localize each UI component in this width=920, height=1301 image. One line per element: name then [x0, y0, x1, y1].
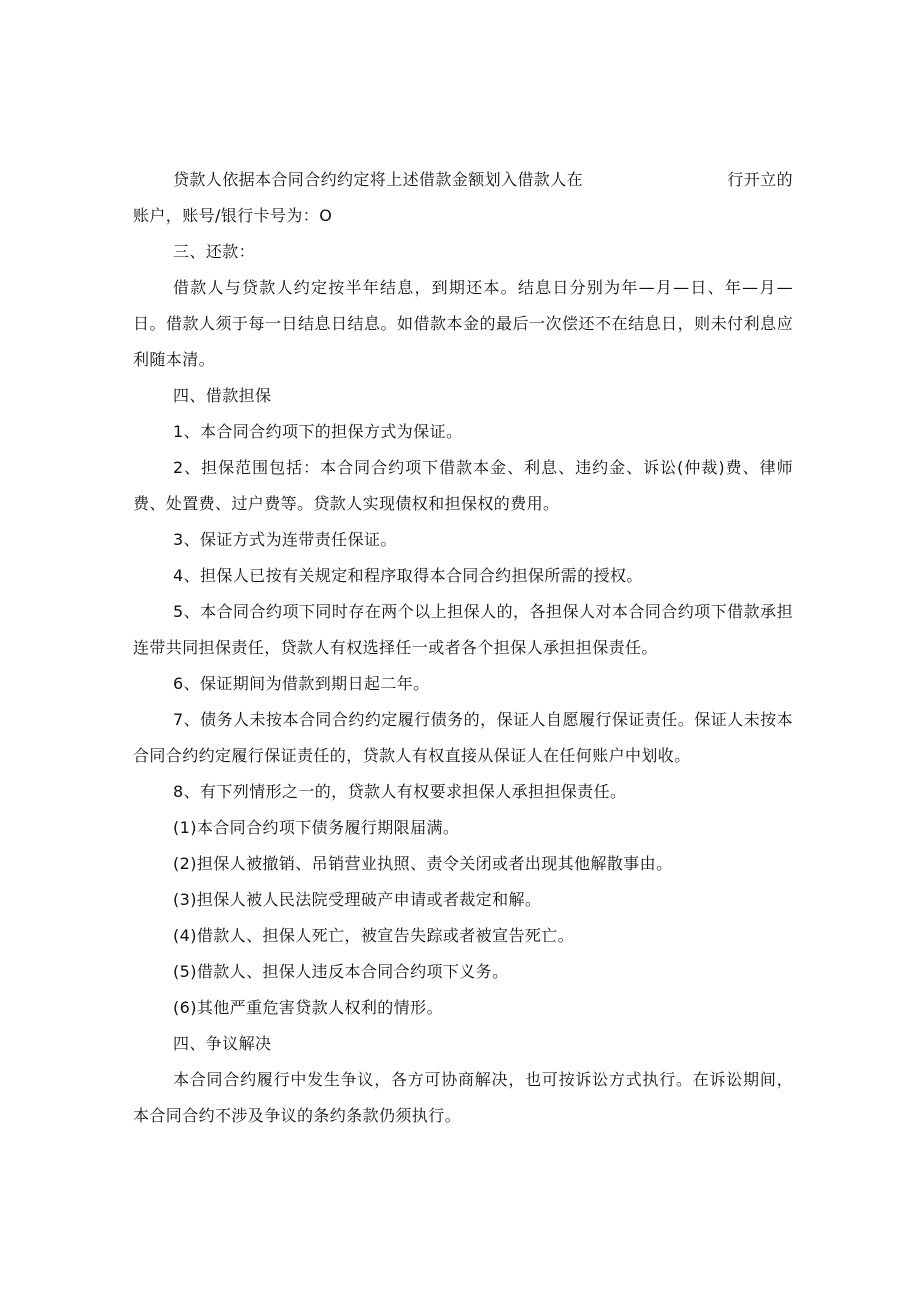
guarantee-circumstance: (3)担保人被人民法院受理破产申请或者裁定和解。 [173, 890, 542, 909]
guarantee-circumstance: (5)借款人、担保人违反本合同合约项下义务。 [173, 962, 509, 981]
transfer-clause-line-1 [133, 162, 793, 198]
bank-name-blank [601, 162, 709, 198]
guarantee-item: 3、保证方式为连带责任保证。 [173, 530, 397, 549]
guarantee-item: 7、债务人未按本合同合约约定履行债务的，保证人自愿履行保证责任。保证人未按本合同合约约定履行保证责任的，贷款人有权直接从保证人在任何账户中划收。 [133, 710, 793, 765]
dispute-paragraph: 本合同合约履行中发生争议，各方可协商解决，也可按诉讼方式执行。在诉讼期间，本合同合约不涉及争议的条约条款仍须执行。 [133, 1070, 793, 1125]
section-guarantee-title: 四、借款担保 [173, 386, 272, 405]
account-number-line: 账户，账号/银行卡号为：O [133, 206, 333, 225]
section-dispute-title: 四、争议解决 [173, 1034, 272, 1053]
section-repayment-title: 三、还款： [173, 242, 256, 261]
guarantee-circumstance: (2)担保人被撤销、吊销营业执照、责令关闭或者出现其他解散事由。 [173, 854, 673, 873]
guarantee-item: 8、有下列情形之一的，贷款人有权要求担保人承担担保责任。 [173, 782, 627, 801]
guarantee-circumstance: (6)其他严重危害贷款人权利的情形。 [173, 998, 443, 1017]
guarantee-item: 2、担保范围包括：本合同合约项下借款本金、利息、违约金、诉讼(仲裁)费、律师费、处置费、过户费等。贷款人实现债权和担保权的费用。 [133, 458, 793, 513]
guarantee-circumstance: (1)本合同合约项下债务履行期限届满。 [173, 818, 460, 837]
transfer-clause-suffix: 行开立的 [727, 170, 793, 189]
guarantee-item: 4、担保人已按有关规定和程序取得本合同合约担保所需的授权。 [173, 566, 643, 585]
guarantee-circumstance: (4)借款人、担保人死亡，被宣告失踪或者被宣告死亡。 [173, 926, 575, 945]
document-body [133, 162, 793, 1134]
transfer-clause-text: 贷款人依据本合同合约约定将上述借款金额划入借款人在 [173, 170, 584, 189]
guarantee-item: 1、本合同合约项下的担保方式为保证。 [173, 422, 463, 441]
repayment-paragraph: 借款人与贷款人约定按半年结息，到期还本。结息日分别为年—月—日、年—月—日。借款人须于每一日结息日结息。如借款本金的最后一次偿还不在结息日，则未付利息应利随本清。 [133, 278, 793, 369]
guarantee-item: 6、保证期间为借款到期日起二年。 [173, 674, 430, 693]
guarantee-item: 5、本合同合约项下同时存在两个以上担保人的，各担保人对本合同合约项下借款承担连带共同担保责任，贷款人有权选择任一或者各个担保人承担担保责任。 [133, 602, 793, 657]
